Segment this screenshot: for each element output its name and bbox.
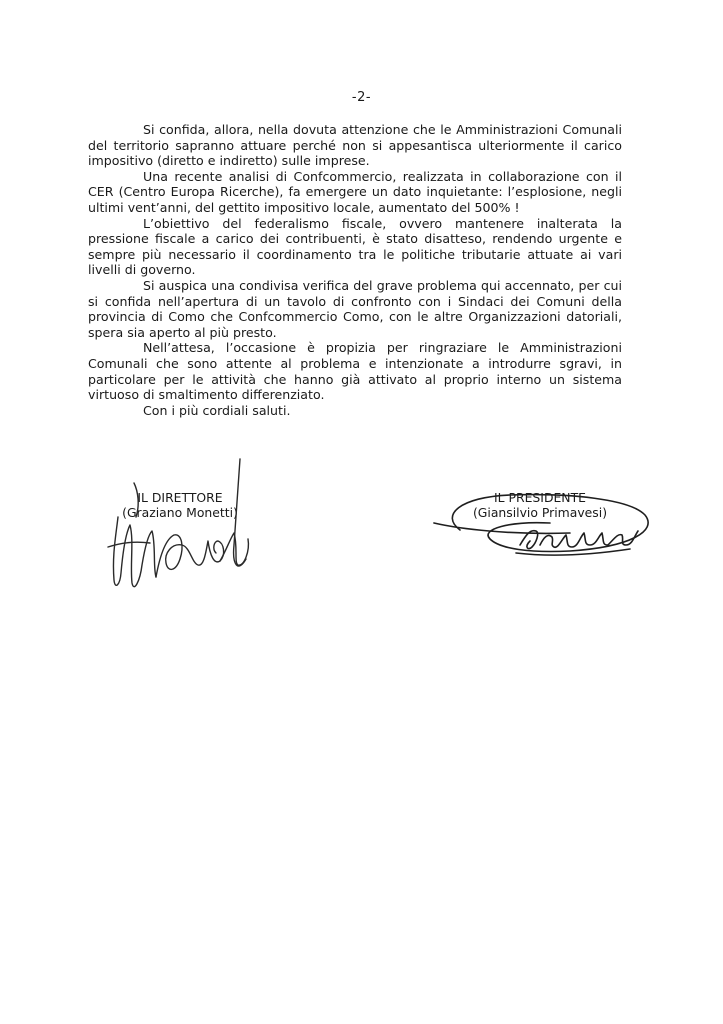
- director-handwritten-signature: [90, 455, 270, 605]
- paragraph-3: L’obiettivo del federalismo fiscale, ovvero mantenere inalterata la pressione fiscale a carico dei contribuenti, è stato disatteso, rendendo urgente e sempre più necessario il coordinamento tra le politiche tributarie attuate ai vari livelli di governo.: [88, 215, 622, 278]
- president-title: IL PRESIDENTE: [494, 490, 586, 505]
- director-name: (Graziano Monetti): [122, 505, 238, 520]
- paragraph-4: Si auspica una condivisa verifica del grave problema qui accennato, per cui si confida nell’apertura di un tavolo di confronto con i Sindaci dei Comuni della provincia di Como che Confcommercio Como, con le altre Organizzazioni datoriali, spera sia aperto al più presto.: [88, 277, 622, 340]
- president-name: (Giansilvio Primavesi): [472, 505, 608, 520]
- director-title: IL DIRETTORE: [137, 490, 223, 505]
- closing-salutation: Con i più cordiali saluti.: [143, 402, 291, 418]
- paragraph-2: Una recente analisi di Confcommercio, realizzata in collaborazione con il CER (Centro Europa Ricerche), fa emergere un dato inquietante: l’esplosione, negli ultimi vent’anni, del gettito impositivo locale, aumentato del 500% !: [88, 168, 622, 215]
- paragraph-5: Nell’attesa, l’occasione è propizia per ringraziare le Amministrazioni Comunali che sono attente al problema e intenzionate a introdurre sgravi, in particolare per le attività che hanno già attivato al proprio interno un sistema virtuoso di smaltimento differenziato.: [88, 340, 622, 403]
- paragraph-1: Si confida, allora, nella dovuta attenzione che le Amministrazioni Comunali del territorio sapranno attuare perché non si appesantisca ulteriormente il carico impositivo (diretto e indiretto) sulle imprese.: [88, 122, 622, 169]
- page-number: -2-: [351, 90, 372, 105]
- letter-body: [88, 122, 622, 418]
- president-handwritten-signature: [420, 475, 660, 570]
